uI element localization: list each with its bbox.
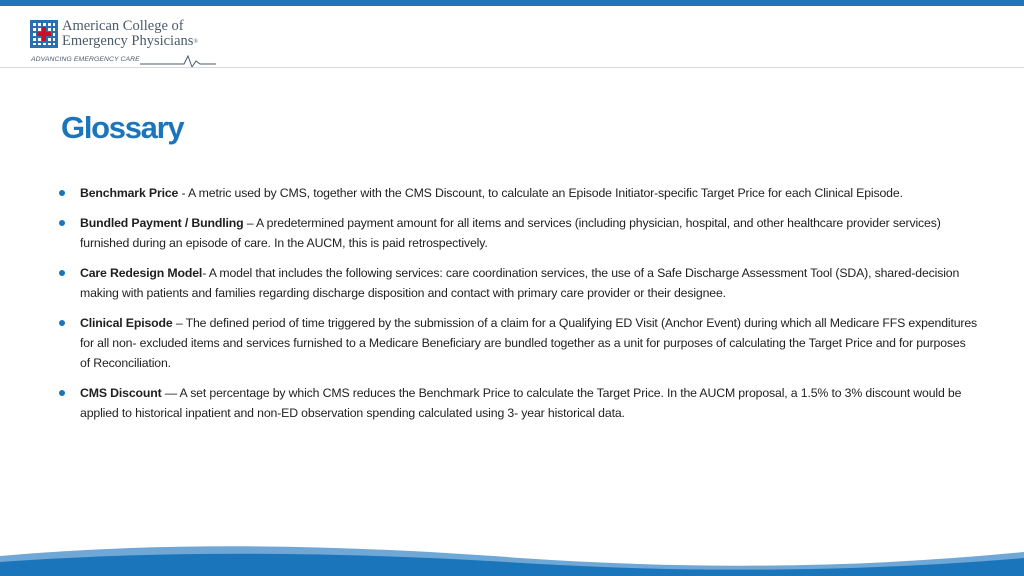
glossary-term: CMS Discount — [80, 386, 162, 400]
glossary-item — [58, 183, 978, 203]
glossary-list — [58, 183, 978, 433]
slide-header — [0, 6, 1024, 68]
glossary-term: Clinical Episode — [80, 316, 173, 330]
page-title: Glossary — [61, 110, 184, 145]
glossary-item — [58, 263, 978, 303]
logo-wordmark — [62, 19, 232, 49]
bullet-dot-icon — [59, 220, 65, 226]
bullet-dot-icon — [59, 320, 65, 326]
header-divider — [0, 67, 1024, 68]
heartbeat-line-icon — [140, 52, 216, 68]
bullet-dot-icon — [59, 270, 65, 276]
glossary-definition: – A predetermined payment amount for all items and services (including physician, hospital, and other healthcare provider services) furnished during an episode of care. In the AUCM, this is paid retrospectively. — [80, 216, 941, 250]
logo-name-line1: American College of — [62, 18, 184, 34]
bullet-dot-icon — [59, 390, 65, 396]
glossary-definition: – The defined period of time triggered by the submission of a claim for a Qualifying ED Visit (Anchor Event) during which all Medicare FFS expenditures for all non- excluded items and services furnished to a Medicare Beneficiary are bundled together as a unit for purposes of calculating the Target Price and for purposes of Reconciliation. — [80, 316, 978, 370]
glossary-definition: — A set percentage by which CMS reduces the Benchmark Price to calculate the Target Price. In the AUCM proposal, a 1.5% to 3% discount would be applied to historical inpatient and non-ED observation spending calculated using 3- year historical data. — [80, 386, 962, 420]
bullet-dot-icon — [59, 190, 65, 196]
glossary-definition: - A model that includes the following services: care coordination services, the use of a Safe Discharge Assessment Tool (SDA), shared-decision making with patients and families regarding discharge disposition and contact with primary care provider or their designee. — [80, 266, 960, 300]
glossary-item — [58, 383, 978, 423]
glossary-item — [58, 213, 978, 253]
footer-wave-decoration — [0, 542, 1024, 576]
glossary-definition: - A metric used by CMS, together with the CMS Discount, to calculate an Episode Initiator-specific Target Price for each Clinical Episode. — [178, 186, 903, 200]
glossary-term: Care Redesign Model — [80, 266, 203, 280]
glossary-item — [58, 313, 978, 373]
registered-mark: ® — [193, 39, 198, 45]
logo-name-line2: Emergency Physicians — [62, 33, 194, 49]
acep-grid-emblem-icon — [30, 20, 58, 48]
logo-tagline: ADVANCING EMERGENCY CARE — [31, 56, 140, 63]
glossary-term: Benchmark Price — [80, 186, 179, 200]
glossary-term: Bundled Payment / Bundling — [80, 216, 244, 230]
acep-logo[interactable] — [30, 14, 230, 70]
